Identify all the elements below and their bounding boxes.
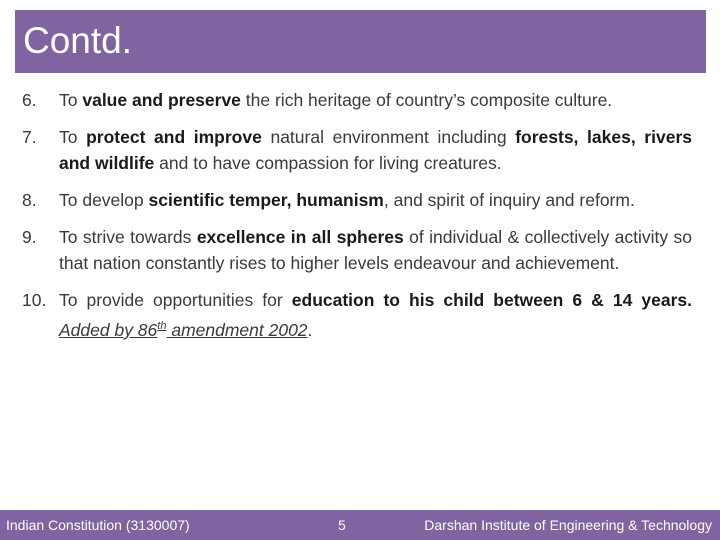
text-span: To strive towards [59,227,197,247]
bold-text: forests, lakes, rivers and wildlife [59,127,692,173]
text-span: To develop [59,190,149,210]
bold-text: scientific temper, humanism [148,190,384,210]
text-span: the rich heritage of country’s composite culture. [240,90,613,110]
text-span: natural environment including [261,127,516,147]
bold-text: education to his child between 6 & 14 years. [291,290,692,310]
text-span: and to have compassion for living creatures. [154,153,502,173]
footer-bar [0,510,720,540]
text-span: To [59,127,87,147]
footer-course: Indian Constitution (3130007) [6,517,190,533]
text-span: , and spirit of inquiry and reform. [383,190,635,210]
list-item-text [59,287,692,343]
list-item [22,124,692,176]
underlined-text: th [157,320,167,332]
list-item [22,187,692,213]
text-span: To [59,90,83,110]
title-bar [15,10,706,73]
list-item [22,87,692,113]
underlined-text: amendment 2002 [166,319,308,340]
list-item-text [59,187,692,213]
bold-text: value and preserve [82,90,241,110]
list-item [22,287,692,343]
text-span: To provide opportunities for [59,290,292,310]
numbered-list [22,87,692,354]
slide-title: Contd. [23,20,133,61]
text-span: of individual & collectively activity so that nation constantly rises to higher levels endeavour and achievement. [59,227,692,273]
list-item-number: 9. [22,227,37,247]
list-item [22,224,692,276]
underlined-text: Added by 86 [59,319,158,340]
bold-text: protect and improve [86,127,262,147]
list-item-number: 6. [22,90,37,110]
bold-text: excellence in all spheres [196,227,404,247]
list-item-number: 7. [22,127,37,147]
footer-institute: Darshan Institute of Engineering & Technology [424,517,712,533]
list-item-text [59,224,692,276]
text-span: . [307,319,313,340]
footer-page-number: 5 [338,517,346,533]
list-item-text [59,87,692,113]
list-item-text [59,124,692,176]
list-item-number: 10. [22,290,47,310]
list-item-number: 8. [22,190,37,210]
